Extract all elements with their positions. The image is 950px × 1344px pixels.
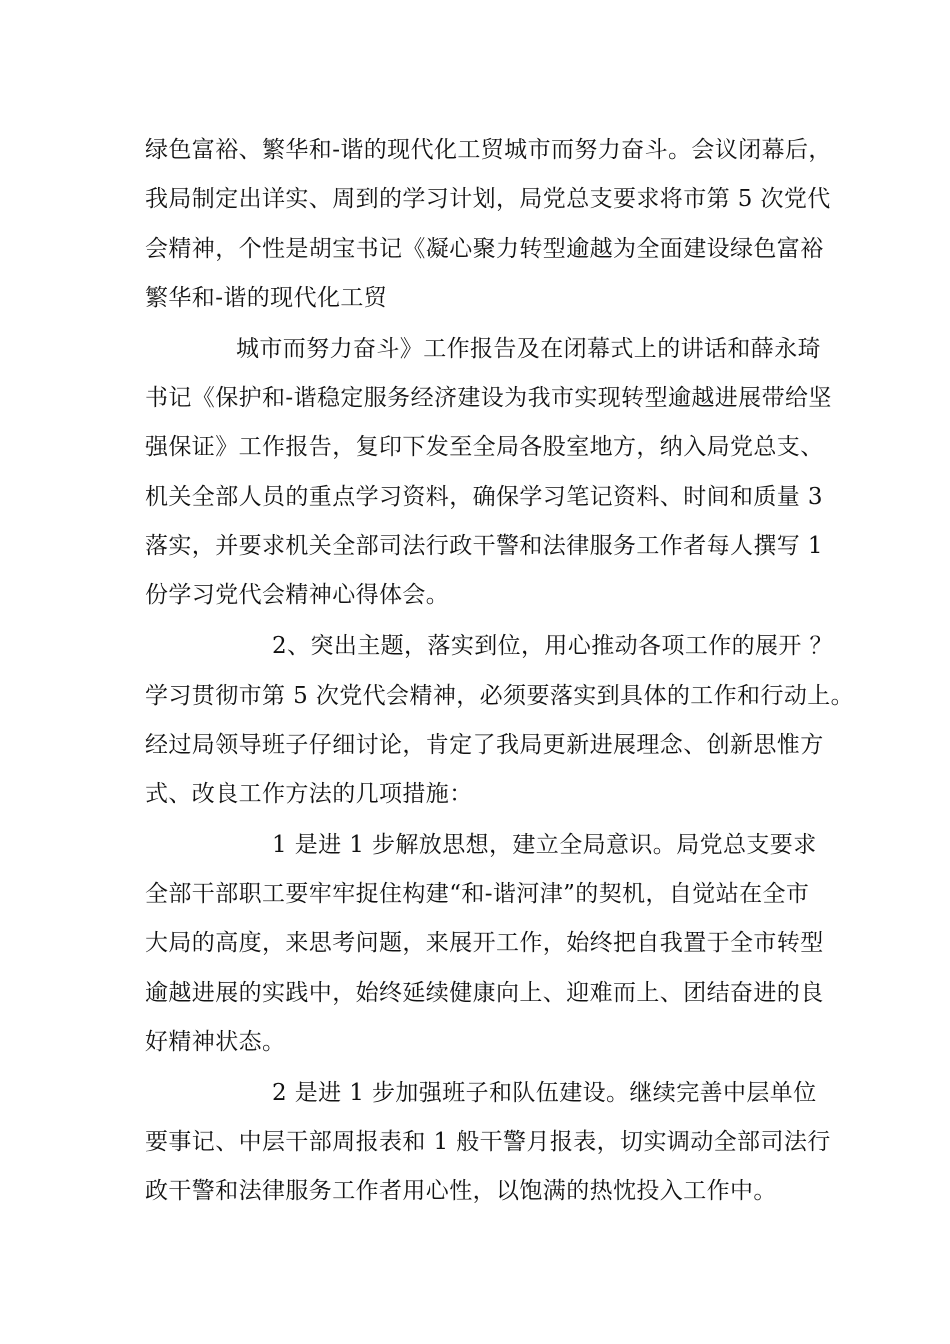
text-line: 份学习党代会精神心得体会。: [145, 582, 450, 608]
text-line: 大局的高度，来思考问题，来展开工作，始终把自我置于全市转型: [145, 930, 824, 956]
text-line: 城市而努力奋斗》工作报告及在闭幕式上的讲话和薛永琦: [236, 336, 821, 362]
text-line: 绿色富裕、繁华和-谐的现代化工贸城市而努力奋斗。会议闭幕后，: [145, 137, 832, 163]
text-line: 逾越进展的实践中，始终延续健康向上、迎难而上、团结奋进的良: [145, 980, 824, 1006]
text-line: 机关全部人员的重点学习资料，确保学习笔记资料、时间和质量 3: [145, 484, 823, 510]
text-line: 落实，并要求机关全部司法行政干警和法律服务工作者每人撰写 1: [145, 533, 823, 559]
text-line: 会精神，个性是胡宝书记《凝心聚力转型逾越为全面建设绿色富裕: [145, 236, 824, 262]
text-line: 式、改良工作方法的几项措施：: [145, 781, 473, 807]
text-line: 我局制定出详实、周到的学习计划，局党总支要求将市第 5 次党代: [145, 186, 831, 212]
text-line: 书记《保护和-谐稳定服务经济建设为我市实现转型逾越进展带给坚: [145, 385, 832, 411]
text-line: 全部干部职工要牢牢捉住构建“和-谐河津”的契机，自觉站在全市: [145, 881, 810, 907]
text-line: 经过局领导班子仔细讨论，肯定了我局更新进展理念、创新思惟方: [145, 732, 824, 758]
text-line: 繁华和-谐的现代化工贸: [145, 285, 388, 311]
text-line: 1 是进 1 步解放思想，建立全局意识。局党总支要求: [272, 832, 817, 858]
text-line: 学习贯彻市第 5 次党代会精神，必须要落实到具体的工作和行动上。: [145, 683, 855, 709]
text-line: 强保证》工作报告，复印下发至全局各股室地方，纳入局党总支、: [145, 434, 824, 460]
text-line: 2、突出主题，落实到位，用心推动各项工作的展开 ？: [272, 633, 833, 659]
text-line: 好精神状态。: [145, 1029, 286, 1055]
text-line: 2 是进 1 步加强班子和队伍建设。继续完善中层单位: [272, 1080, 817, 1106]
text-line: 要事记、中层干部周报表和 1 般干警月报表，切实调动全部司法行: [145, 1129, 831, 1155]
text-line: 政干警和法律服务工作者用心性，以饱满的热忱投入工作中。: [145, 1178, 777, 1204]
